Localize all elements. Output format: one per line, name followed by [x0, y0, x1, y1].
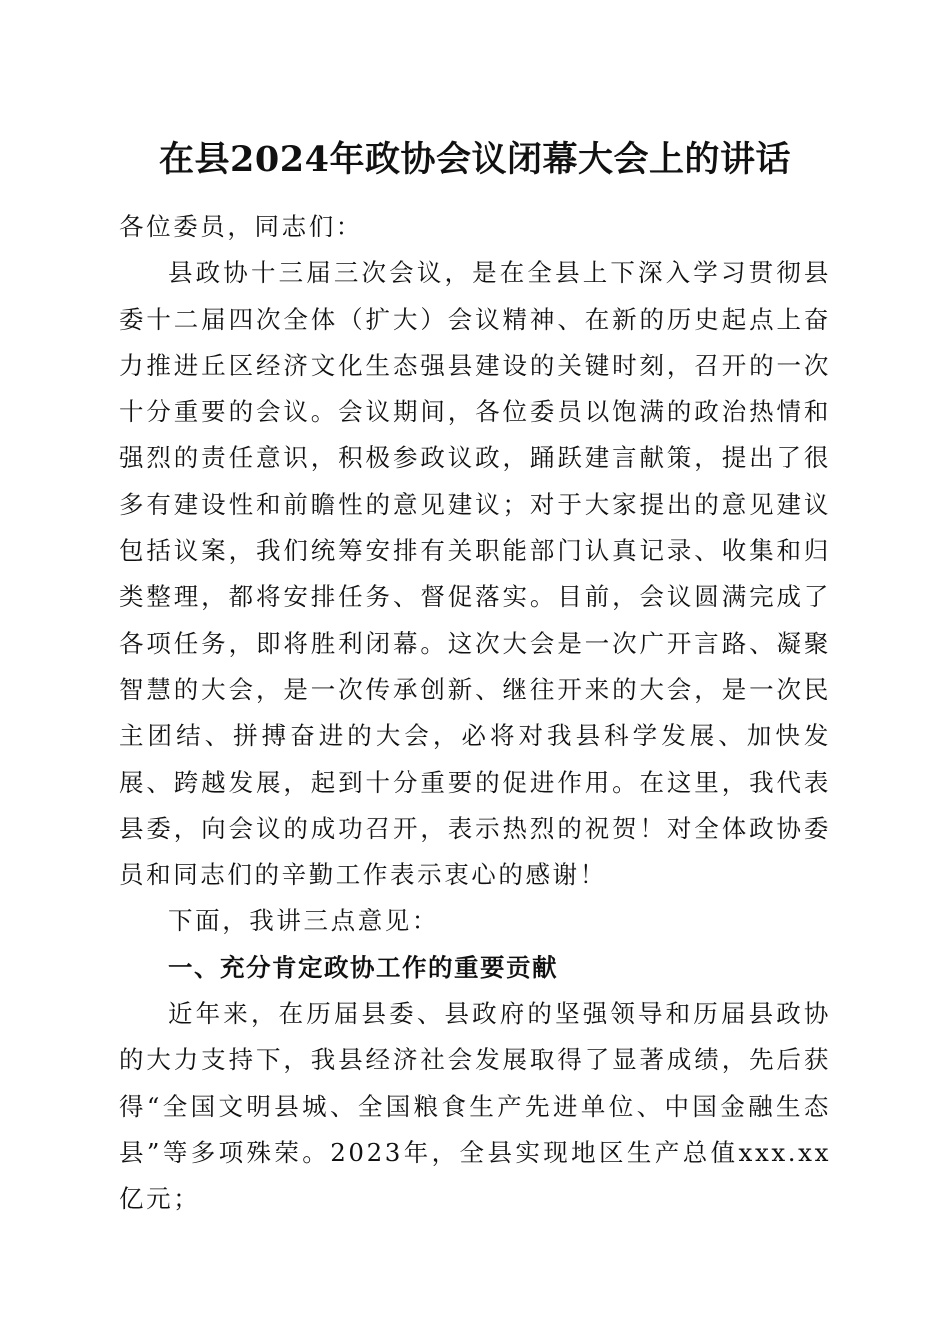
opening-paragraph: 县政协十三届三次会议，是在全县上下深入学习贯彻县委十二届四次全体（扩大）会议精神、在新的历史起点上奋力推进丘区经济文化生态强县建设的关键时刻，召开的一次十分重要的会议。会议期间，各位委员以饱满的政治热情和强烈的责任意识，积极参政议政，踊跃建言献策，提出了很多有建设性和前瞻性的意见建议；对于大家提出的意见建议包括议案，我们统筹安排有关职能部门认真记录、收集和归类整理，都将安排任务、督促落实。目前，会议圆满完成了各项任务，即将胜利闭幕。这次大会是一次广开言路、凝聚智慧的大会，是一次传承创新、继往开来的大会，是一次民主团结、拼搏奋进的大会，必将对我县科学发展、加快发展、跨越发展，起到十分重要的促进作用。在这里，我代表县委，向会议的成功召开，表示热烈的祝贺！对全体政协委员和同志们的辛勤工作表示衷心的感谢！	[119, 258, 831, 890]
section-paragraph: 近年来，在历届县委、县政府的坚强领导和历届县政协的大力支持下，我县经济社会发展取得了显著成绩，先后获得“全国文明县城、全国粮食生产先进单位、中国金融生态县”等多项殊荣。2023年，全县实现地区生产总值xxx.xx亿元；	[119, 999, 831, 1214]
salutation: 各位委员，同志们：	[119, 212, 363, 241]
transition-paragraph: 下面，我讲三点意见：	[168, 906, 439, 936]
section-heading: 一、充分肯定政协工作的重要贡献	[168, 952, 558, 982]
document-body	[119, 204, 831, 1223]
document-title: 在县2024年政协会议闭幕大会上的讲话	[159, 139, 791, 180]
